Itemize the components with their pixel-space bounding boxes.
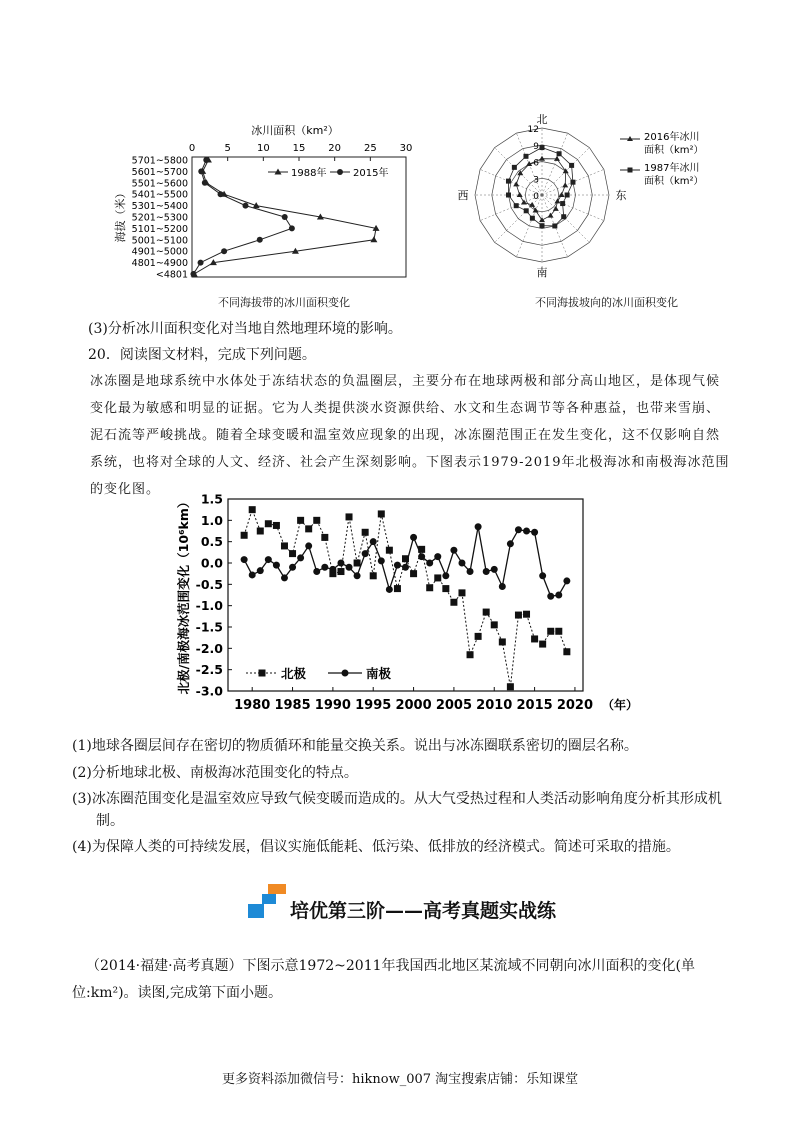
- antarctic-point: [313, 568, 320, 575]
- chart1-point-2015: [243, 203, 249, 209]
- arctic-point: [337, 568, 344, 575]
- altitude-glacier-chart: [110, 120, 430, 315]
- radar-point-1987: [506, 179, 511, 184]
- chart3-x-unit: （年）: [602, 698, 639, 712]
- radar-legend-label: 面积（km²）: [644, 145, 704, 156]
- arctic-point: [386, 547, 393, 554]
- antarctic-point: [281, 574, 288, 581]
- arctic-point: [507, 683, 514, 690]
- chart1-legend-marker: [337, 169, 343, 175]
- arctic-point: [515, 612, 522, 619]
- chart3-x-tick: 2000: [395, 698, 432, 713]
- chart1-category-label: 5301~5400: [131, 201, 188, 213]
- page-footer: 更多资料添加微信号：hiknow_007 淘宝搜索店铺：乐知课堂: [222, 1072, 579, 1087]
- chart1-x-tick: 5: [224, 143, 231, 154]
- q19-item-3: (3)分析冰川面积变化对当地自然地理环境的影响。: [88, 321, 402, 337]
- arctic-point: [378, 510, 385, 517]
- arctic-point: [362, 529, 369, 536]
- antarctic-point: [394, 562, 401, 569]
- arctic-point: [491, 621, 498, 628]
- radar-point-2016: [517, 192, 523, 197]
- antarctic-point: [321, 564, 328, 571]
- chart3-x-tick: 1990: [314, 698, 351, 713]
- antarctic-point: [289, 564, 296, 571]
- chart1-caption: 不同海拔带的冰川面积变化: [218, 296, 350, 309]
- chart1-x-tick: 0: [188, 143, 196, 154]
- radar-point-2016: [539, 156, 545, 161]
- chart3-y-tick: 1.0: [200, 512, 223, 528]
- chart1-x-tick: 30: [399, 143, 413, 154]
- radar-point-1987: [569, 163, 574, 168]
- chart1-title: 冰川面积（km²）: [251, 124, 339, 137]
- chart3-y-tick: -2.5: [195, 662, 223, 678]
- radar-ring-label: 6: [533, 158, 539, 169]
- chart1-x-tick: 20: [328, 143, 342, 154]
- antarctic-point: [418, 553, 425, 560]
- arctic-point: [483, 609, 490, 616]
- antarctic-point: [531, 529, 538, 536]
- chart3-y-tick: -3.0: [195, 683, 223, 699]
- q20-item-2: (2)分析地球北极、南极海冰范围变化的特点。: [72, 765, 358, 781]
- antarctic-point: [305, 542, 312, 549]
- radar-legend-label: 2016年冰川: [644, 132, 700, 143]
- q20-item-4: (4)为保障人类的可持续发展，倡议实施低能耗、低污染、低排放的经济模式。简述可采取的措施。: [72, 839, 680, 855]
- radar-spoke: [495, 195, 542, 242]
- radar-legend-label: 1987年冰川: [644, 163, 700, 174]
- chart1-x-tick: 15: [292, 143, 306, 154]
- legend-antarctic-label: 南极: [366, 666, 392, 681]
- radar-point-1987: [561, 214, 566, 219]
- radar-direction-label: 东: [615, 189, 627, 202]
- antarctic-point: [273, 562, 280, 569]
- radar-point-1987: [524, 208, 529, 213]
- radar-legend-marker: [628, 168, 633, 173]
- chart1-point-2015: [289, 225, 295, 231]
- chart1-point-2015: [190, 271, 196, 277]
- radar-point-2016: [533, 207, 539, 212]
- chart1-category-label: 5101~5200: [131, 223, 188, 235]
- chart1-point-2015: [203, 157, 209, 163]
- section-title: 培优第三阶——高考真题实战练: [290, 900, 557, 922]
- chart3-x-tick: 1980: [234, 698, 271, 713]
- radar-ring-label: 12: [527, 125, 539, 135]
- antarctic-point: [249, 571, 256, 578]
- chart3-x-tick: 2010: [476, 698, 513, 713]
- arctic-point: [547, 628, 554, 635]
- antarctic-point: [241, 556, 248, 563]
- section-icon: [248, 884, 288, 920]
- chart1-point-2015: [257, 237, 263, 243]
- chart1-category-label: 5601~5700: [131, 166, 188, 178]
- arctic-point: [249, 506, 256, 513]
- material-line: 的变化图。: [90, 482, 161, 497]
- antarctic-point: [410, 534, 417, 541]
- radar-point-1987: [512, 165, 517, 170]
- radar-point-2016: [562, 182, 568, 187]
- chart3-y-tick: -1.0: [195, 598, 223, 614]
- chart1-category-label: 5201~5300: [131, 212, 188, 224]
- radar-point-1987: [523, 154, 528, 159]
- chart1-ylabel: 海拔（米）: [114, 187, 127, 243]
- antarctic-point: [467, 568, 474, 575]
- chart3-x-tick: 2005: [435, 698, 473, 713]
- antarctic-point: [402, 564, 409, 571]
- arctic-point: [499, 638, 506, 645]
- antarctic-point: [434, 553, 441, 560]
- antarctic-point: [523, 528, 530, 535]
- radar-point-1987: [514, 203, 519, 208]
- antarctic-point: [491, 566, 498, 573]
- material-line: 冰冻圈是地球系统中水体处于冻结状态的负温圈层，主要分布在地球两极和部分高山地区，是体现气候: [90, 374, 721, 389]
- antarctic-point: [515, 526, 522, 533]
- radar-point-1987: [565, 193, 570, 198]
- chart3-ylabel: 北极/南极海冰范围变化（10⁶km）: [176, 495, 191, 695]
- chart1-point-2015: [218, 191, 224, 197]
- chart1-category-label: 5701~5800: [131, 155, 188, 167]
- antarctic-point: [563, 577, 570, 584]
- radar-point-1987: [557, 151, 562, 156]
- chart1-point-2015: [202, 180, 208, 186]
- chart1-point-2015: [198, 260, 204, 266]
- antarctic-point: [539, 572, 546, 579]
- arctic-point: [563, 648, 570, 655]
- radar-point-2016: [513, 181, 519, 186]
- chart3-x-tick: 1995: [355, 698, 392, 713]
- arctic-point: [555, 628, 562, 635]
- material-line: 变化最为敏感和明显的证据。它为人类提供淡水资源供给、水文和生态调节等各种惠益，也带来雪崩、: [90, 401, 721, 416]
- chart1-category-label: 5001~5100: [131, 235, 188, 247]
- chart3-y-tick: 0.0: [200, 555, 223, 571]
- radar-spoke: [495, 148, 542, 195]
- intro-line-2: 位:km²)。读图,完成第下面小题。: [72, 985, 282, 1001]
- arctic-point: [410, 570, 417, 577]
- antarctic-point: [362, 550, 369, 557]
- antarctic-point: [370, 538, 377, 545]
- sea-ice-chart: [168, 493, 668, 723]
- chart3-y-tick: -2.0: [195, 640, 223, 656]
- q20-title: 20．阅读图文材料，完成下列问题。: [88, 347, 316, 363]
- radar-point-2016: [554, 156, 560, 161]
- antarctic-point: [329, 566, 336, 573]
- radar-direction-label: 西: [457, 189, 469, 202]
- chart1-series-line: [193, 160, 291, 274]
- q20-item-1: (1)地球各圈层间存在密切的物质循环和能量交换关系。说出与冰冻圈联系密切的圈层名称。: [72, 738, 638, 754]
- antarctic-point: [458, 560, 465, 567]
- radar-point-2016: [559, 192, 565, 197]
- radar-direction-label: 南: [536, 266, 548, 279]
- arctic-series-line: [244, 510, 567, 687]
- arctic-point: [305, 525, 312, 532]
- arctic-point: [265, 520, 272, 527]
- antarctic-point: [378, 557, 385, 564]
- antarctic-point: [426, 560, 433, 567]
- chart1-x-tick: 25: [363, 143, 377, 154]
- arctic-point: [434, 574, 441, 581]
- radar-point-1987: [506, 193, 511, 198]
- radar-point-1987: [552, 223, 557, 228]
- chart1-category-label: 4901~5000: [131, 246, 188, 258]
- arctic-point: [313, 517, 320, 524]
- antarctic-point: [354, 572, 361, 579]
- radar-point-1987: [560, 201, 565, 206]
- antarctic-point: [547, 593, 554, 600]
- intro-line-1: （2014·福建·高考真题）下图示意1972~2011年我国西北地区某流域不同朝向冰川面积的变化(单: [86, 958, 695, 974]
- arctic-point: [289, 550, 296, 557]
- arctic-point: [394, 585, 401, 592]
- radar-ring-label: 3: [533, 175, 539, 186]
- radar-point-1987: [540, 145, 545, 150]
- chart1-category-label: 4801~4900: [131, 258, 188, 270]
- antarctic-point: [337, 560, 344, 567]
- arctic-point: [241, 532, 248, 539]
- chart1-legend-label: 2015年: [353, 168, 389, 179]
- radar-ring-label: 9: [533, 141, 539, 152]
- arctic-point: [370, 572, 377, 579]
- chart2-caption: 不同海拔坡向的冰川面积变化: [535, 296, 678, 309]
- arctic-point: [458, 589, 465, 596]
- chart1-category-label: 5401~5500: [131, 189, 188, 201]
- chart3-y-tick: 1.5: [200, 493, 223, 507]
- arctic-point: [531, 635, 538, 642]
- chart1-category-label: <4801: [155, 269, 188, 281]
- arctic-point: [257, 528, 264, 535]
- chart3-x-tick: 2020: [556, 698, 594, 713]
- legend-arctic-marker: [259, 670, 266, 677]
- chart3-y-tick: -1.5: [195, 619, 223, 635]
- q20-item-3: (3)冰冻圈范围变化是温室效应导致气候变暖而造成的。从大气受热过程和人类活动影响角度分析其形成机: [72, 791, 722, 807]
- arctic-point: [297, 517, 304, 524]
- antarctic-point: [386, 586, 393, 593]
- chart1-point-2015: [282, 214, 288, 220]
- arctic-point: [539, 641, 546, 648]
- material-line: 系统，也将对全球的人文、经济、社会产生深刻影响。下图表示1979-2019年北极海冰和南极海冰范围: [90, 455, 730, 470]
- legend-antarctic-marker: [342, 670, 349, 677]
- antarctic-point: [257, 567, 264, 574]
- chart1-point-2015: [198, 168, 204, 174]
- arctic-point: [273, 522, 280, 529]
- arctic-point: [523, 611, 530, 618]
- antarctic-point: [475, 523, 482, 530]
- antarctic-point: [297, 554, 304, 561]
- material-line: 泥石流等严峻挑战。随着全球变暖和温室效应现象的出现，冰冻圈范围正在发生变化，这不仅影响自然: [90, 428, 721, 443]
- arctic-point: [346, 513, 353, 520]
- antarctic-point: [507, 540, 514, 547]
- antarctic-point: [442, 572, 449, 579]
- antarctic-point: [265, 556, 272, 563]
- chart1-point-1988: [370, 236, 377, 242]
- arctic-point: [354, 560, 361, 567]
- chart1-category-label: 5501~5600: [131, 178, 188, 190]
- chart3-x-tick: 2015: [516, 698, 553, 713]
- antarctic-point: [346, 564, 353, 571]
- arctic-point: [321, 534, 328, 541]
- legend-arctic-label: 北极: [281, 666, 307, 681]
- chart3-x-tick: 1985: [274, 698, 311, 713]
- chart1-x-tick: 10: [256, 143, 270, 154]
- radar-ring-label: 0: [533, 192, 539, 202]
- arctic-point: [475, 633, 482, 640]
- arctic-point: [450, 599, 457, 606]
- antarctic-point: [483, 568, 490, 575]
- radar-direction-label: 北: [536, 113, 548, 126]
- radar-point-2016: [554, 198, 560, 203]
- radar-point-2016: [539, 217, 545, 222]
- chart3-plot-frame: [228, 499, 583, 691]
- arctic-point: [281, 542, 288, 549]
- q20-item-3-cont: 制。: [96, 813, 124, 829]
- chart1-legend-label: 1988年: [291, 168, 327, 179]
- arctic-point: [442, 585, 449, 592]
- antarctic-point: [450, 547, 457, 554]
- chart3-y-tick: -0.5: [195, 576, 223, 592]
- antarctic-point: [555, 592, 562, 599]
- q20-material: [90, 368, 750, 503]
- radar-point-1987: [540, 223, 545, 228]
- arctic-point: [467, 651, 474, 658]
- chart3-y-tick: 0.5: [200, 534, 223, 550]
- arctic-point: [426, 584, 433, 591]
- aspect-glacier-radar: [440, 110, 720, 290]
- radar-point-1987: [570, 180, 575, 185]
- chart1-point-2015: [221, 248, 227, 254]
- radar-point-1987: [530, 216, 535, 221]
- antarctic-point: [499, 583, 506, 590]
- radar-legend-label: 面积（km²）: [644, 176, 704, 187]
